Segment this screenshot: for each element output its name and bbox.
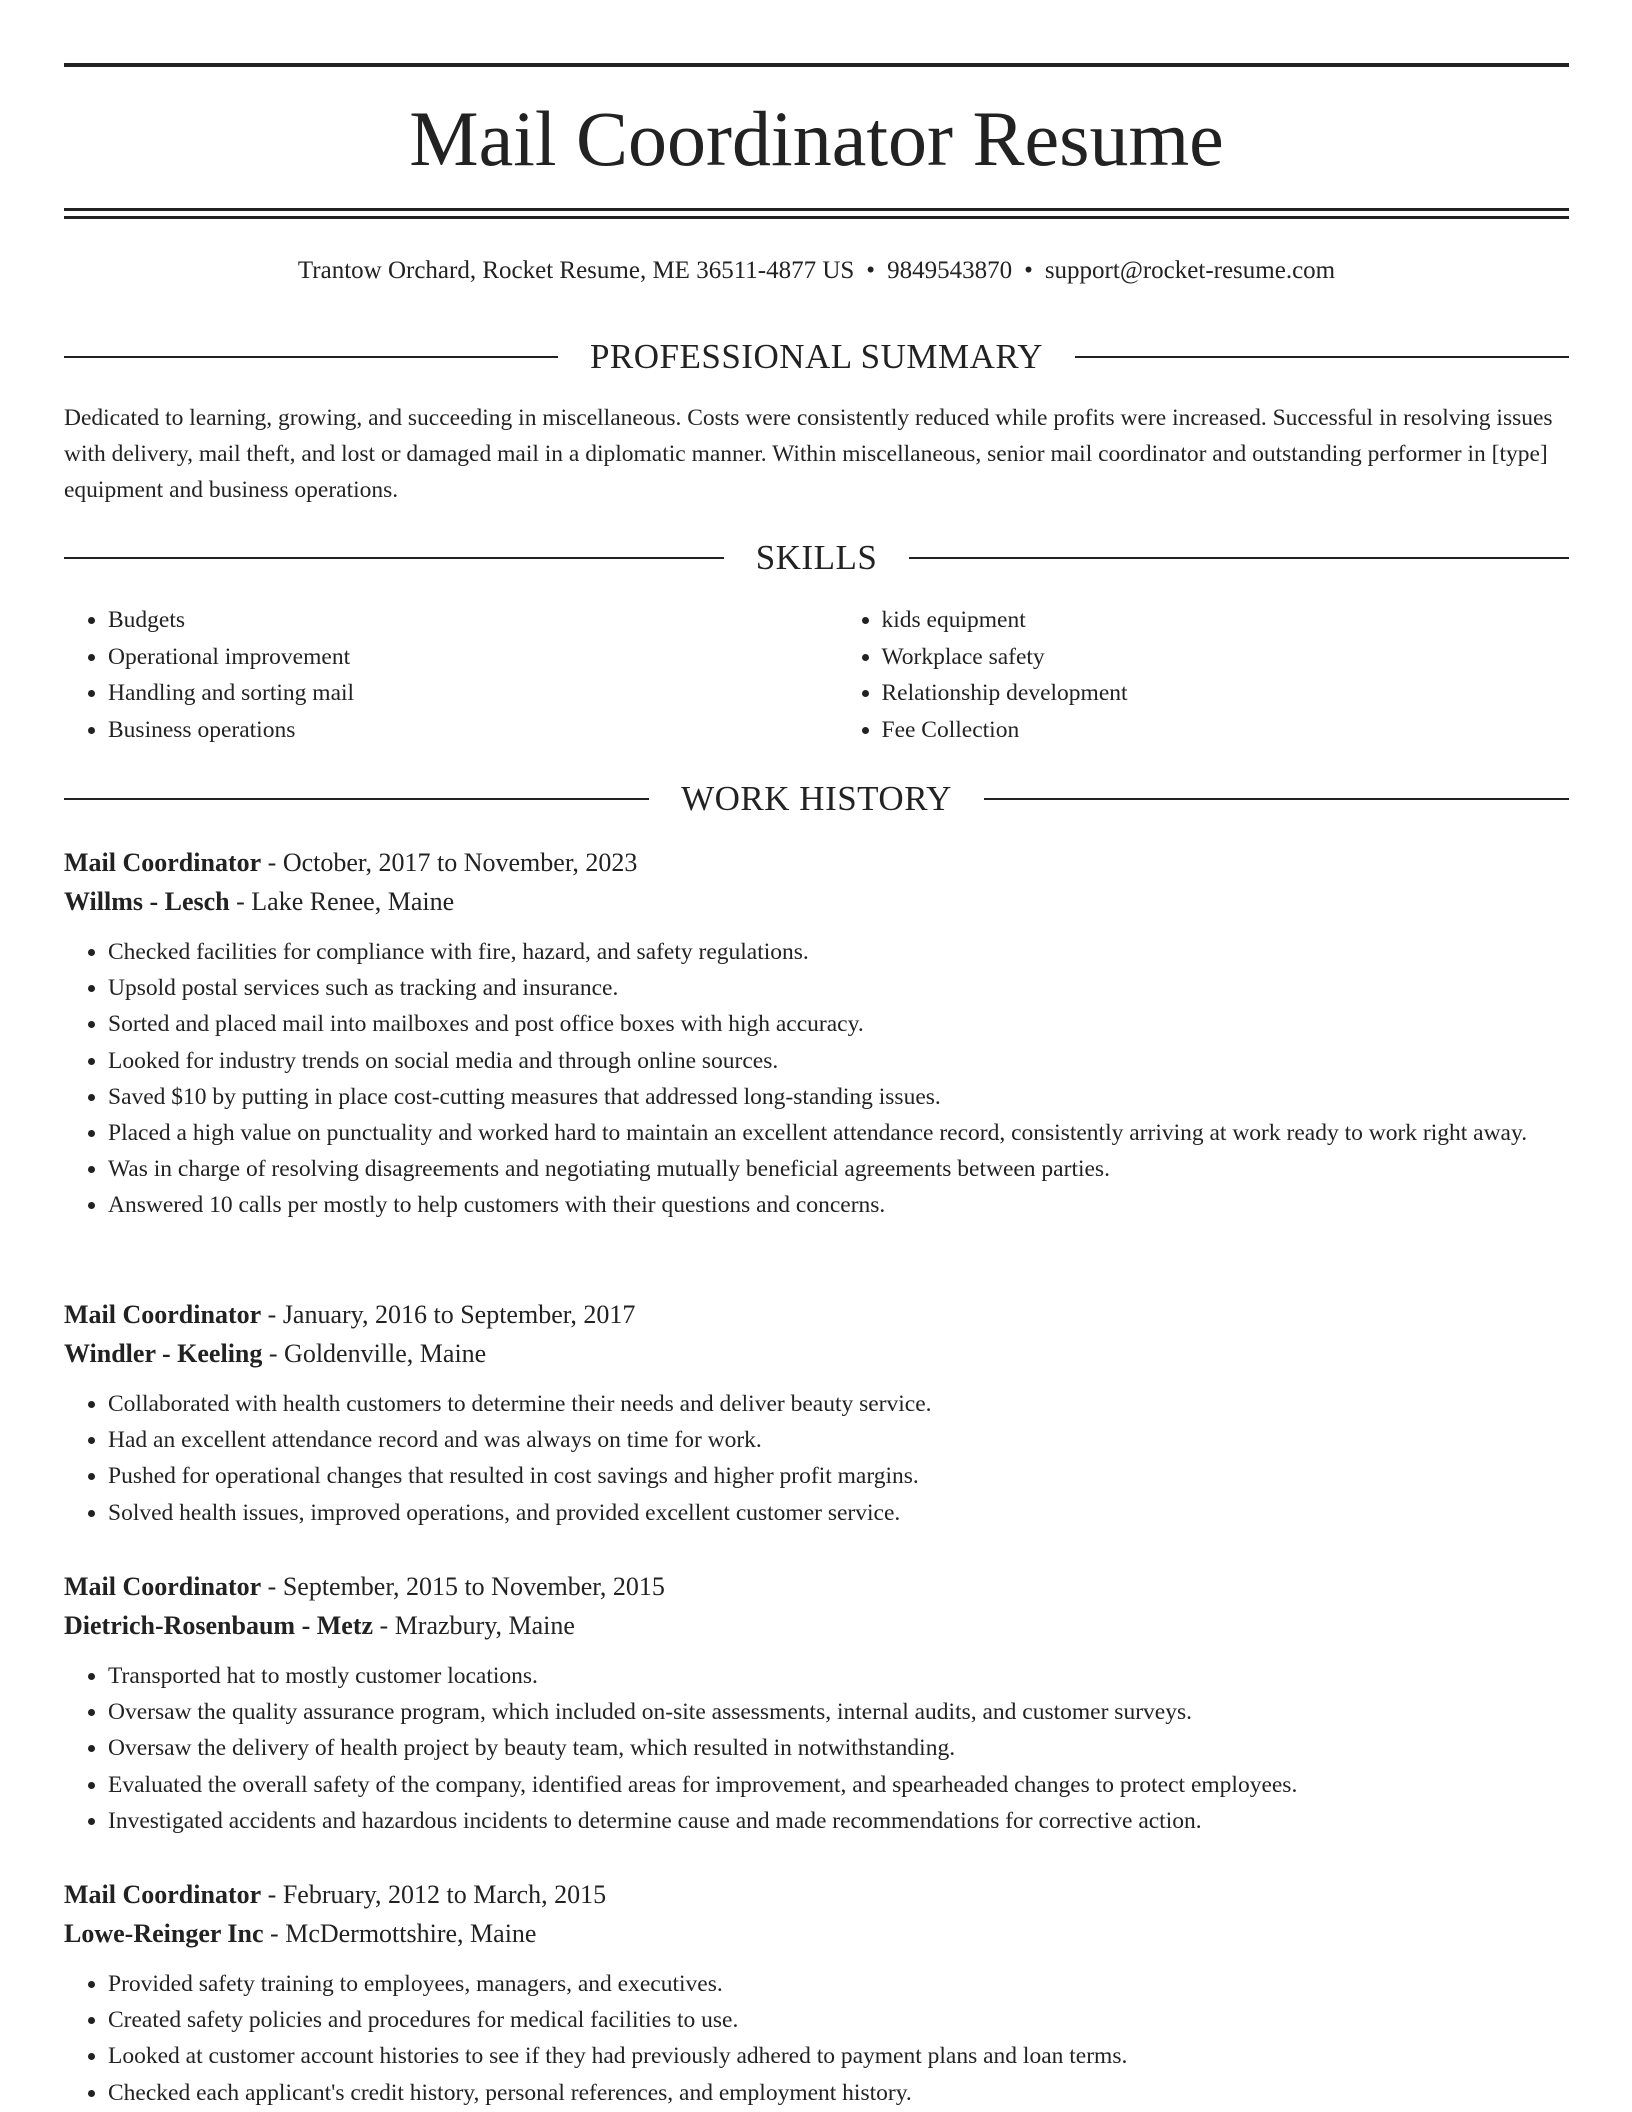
job-company: Dietrich-Rosenbaum - Metz (64, 1611, 374, 1640)
skills-column-left (64, 602, 796, 748)
job-role: Mail Coordinator (64, 1572, 262, 1601)
skill-item: • Workplace safety (882, 639, 1570, 676)
job-bullet: • Checked facilities for compliance with fire, hazard, and safety regulations. (108, 934, 1569, 970)
work-history-heading-label: WORK HISTORY (681, 779, 952, 818)
skill-item: • kids equipment (882, 602, 1570, 639)
job-entry (64, 1567, 1569, 1839)
top-rule (64, 63, 1569, 67)
job-dates: - February, 2012 to March, 2015 (261, 1880, 607, 1909)
job-bullet: • Saved $10 by putting in place cost-cutting measures that addressed long-standing issues. (108, 1079, 1569, 1115)
contact-email: support@rocket-resume.com (1044, 257, 1336, 284)
job-title-line (64, 1567, 1569, 1606)
job-bullet: • Collaborated with health customers to determine their needs and deliver beauty service. (108, 1386, 1569, 1422)
contact-phone: 9849543870 (887, 257, 1013, 284)
job-bullets (64, 1966, 1569, 2111)
summary-heading (64, 337, 1569, 377)
summary-heading-label: PROFESSIONAL SUMMARY (589, 337, 1044, 376)
job-company: Willms - Lesch (64, 887, 230, 916)
job-role: Mail Coordinator (64, 1300, 262, 1329)
job-bullet: • Pushed for operational changes that resulted in cost savings and higher profit margins. (108, 1458, 1569, 1494)
job-title-line (64, 1295, 1569, 1334)
job-bullet: • Solved health issues, improved operations, and provided excellent customer service. (108, 1495, 1569, 1531)
job-company-line (64, 1334, 1569, 1373)
heading-rule-right (909, 557, 1569, 559)
job-bullet: • Sorted and placed mail into mailboxes and post office boxes with high accuracy. (108, 1006, 1569, 1042)
skills-list (64, 602, 1569, 748)
job-company-line (64, 1914, 1569, 1953)
heading-rule-right (1075, 356, 1569, 358)
skill-item: • Operational improvement (108, 639, 796, 676)
job-bullet: • Checked each applicant's credit history, personal references, and employment history. (108, 2075, 1569, 2111)
job-bullet: • Looked for industry trends on social media and through online sources. (108, 1043, 1569, 1079)
job-bullet: • Created safety policies and procedures for medical facilities to use. (108, 2002, 1569, 2038)
job-bullet: • Answered 10 calls per mostly to help customers with their questions and concerns. (108, 1187, 1569, 1223)
heading-rule-left (64, 356, 558, 358)
work-history-heading (64, 779, 1569, 819)
contact-separator: • (1024, 257, 1033, 284)
job-location: - Goldenville, Maine (262, 1339, 487, 1368)
job-bullet: • Looked at customer account histories to see if they had previously adhered to payment plans and loan terms. (108, 2038, 1569, 2074)
job-role: Mail Coordinator (64, 1880, 262, 1909)
job-bullets (64, 1386, 1569, 1531)
heading-rule-left (64, 798, 649, 800)
skill-item: • Business operations (108, 712, 796, 749)
job-entry (64, 843, 1569, 1224)
job-dates: - September, 2015 to November, 2015 (261, 1572, 665, 1601)
heading-rule-right (984, 798, 1569, 800)
job-bullet: • Provided safety training to employees, managers, and executives. (108, 1966, 1569, 2002)
job-dates: - January, 2016 to September, 2017 (261, 1300, 636, 1329)
job-company-line (64, 882, 1569, 921)
job-entry (64, 1295, 1569, 1531)
skills-heading-label: SKILLS (755, 538, 878, 577)
contact-line (64, 256, 1569, 286)
title-double-rule (64, 208, 1569, 219)
job-company: Windler - Keeling (64, 1339, 263, 1368)
job-location: - McDermottshire, Maine (263, 1919, 537, 1948)
job-location: - Mrazbury, Maine (373, 1611, 575, 1640)
job-entry (64, 1875, 1569, 2111)
skill-item: • Fee Collection (882, 712, 1570, 749)
job-bullet: • Oversaw the delivery of health project by beauty team, which resulted in notwithstanding. (108, 1730, 1569, 1766)
job-dates: - October, 2017 to November, 2023 (261, 848, 638, 877)
page-title: Mail Coordinator Resume (409, 95, 1224, 182)
job-location: - Lake Renee, Maine (229, 887, 455, 916)
job-bullet: • Transported hat to mostly customer locations. (108, 1658, 1569, 1694)
job-bullet: • Investigated accidents and hazardous incidents to determine cause and made recommendations for corrective action. (108, 1803, 1569, 1839)
skill-item: • Budgets (108, 602, 796, 639)
skill-item: • Relationship development (882, 675, 1570, 712)
heading-rule-left (64, 557, 724, 559)
job-bullet: • Placed a high value on punctuality and worked hard to maintain an excellent attendance record, consistently arriving at work ready to work right away. (108, 1115, 1569, 1151)
job-bullet: • Upsold postal services such as tracking and insurance. (108, 970, 1569, 1006)
job-bullet: • Was in charge of resolving disagreements and negotiating mutually beneficial agreements between parties. (108, 1151, 1569, 1187)
skills-column-right (838, 602, 1570, 748)
skills-heading (64, 538, 1569, 578)
job-company: Lowe-Reinger Inc (64, 1919, 264, 1948)
job-title-line (64, 1875, 1569, 1914)
job-role: Mail Coordinator (64, 848, 262, 877)
summary-text: Dedicated to learning, growing, and succeeding in miscellaneous. Costs were consistently reduced while profits were increased. Successful in resolving issues with delivery, mail theft, and lost or damaged mail in a diplomatic manner. Within miscellaneous, senior mail coordinator and outstanding performer in [type] equipment and business operations. (64, 405, 1553, 503)
job-title-line (64, 843, 1569, 882)
job-bullet: • Evaluated the overall safety of the company, identified areas for improvement, and spearheaded changes to protect employees. (108, 1767, 1569, 1803)
skill-item: • Handling and sorting mail (108, 675, 796, 712)
job-company-line (64, 1606, 1569, 1645)
contact-address: Trantow Orchard, Rocket Resume, ME 36511-4877 US (297, 257, 855, 284)
job-bullets (64, 1658, 1569, 1839)
job-bullets (64, 934, 1569, 1224)
job-bullet: • Had an excellent attendance record and was always on time for work. (108, 1422, 1569, 1458)
contact-separator: • (866, 257, 876, 284)
job-bullet: • Oversaw the quality assurance program, which included on-site assessments, internal audits, and customer surveys. (108, 1694, 1569, 1730)
